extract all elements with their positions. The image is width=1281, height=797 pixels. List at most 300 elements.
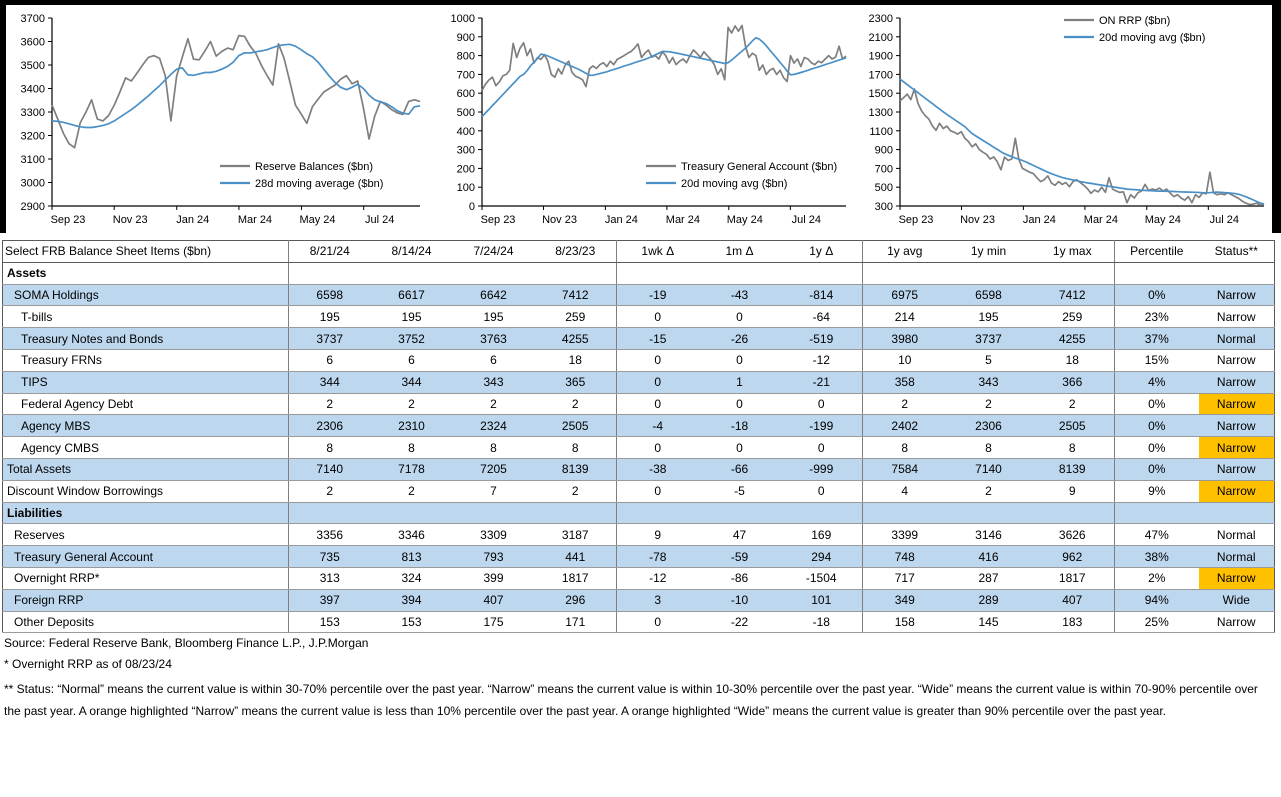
svg-text:Nov 23: Nov 23 [112,214,148,226]
value-cell: -5 [699,480,781,502]
value-cell: 3626 [1031,524,1115,546]
svg-text:May 24: May 24 [299,214,336,226]
value-cell: 153 [371,611,453,633]
status-cell: Narrow [1199,437,1275,459]
value-cell: 2 [371,480,453,502]
value-cell: 397 [289,589,371,611]
value-cell: 8 [863,437,947,459]
value-cell: 0 [617,371,699,393]
svg-text:Jul 24: Jul 24 [791,214,821,226]
value-cell: 344 [289,371,371,393]
value-cell: 0 [617,611,699,633]
status-footnote: ** Status: “Normal” means the current value is within 30-70% percentile over the past year. “Narrow” means the current value is within 10-30% percentile over the past year. “Wide” means the current value is within 70-90% percentile over the past year. A orange highlighted “Narrow” means the current value is less than 10% percentile over the past year. A orange highlighted “Wide” means the current value is greater than 90% percentile over the past year. [4,682,1258,718]
status-cell: Narrow [1199,349,1275,371]
value-cell: 8 [289,437,371,459]
value-cell: 813 [371,546,453,568]
value-cell: 2 [947,480,1031,502]
value-cell: 0% [1115,415,1199,437]
svg-text:300: 300 [874,201,893,213]
svg-text:Nov 23: Nov 23 [960,214,995,226]
value-cell: -78 [617,546,699,568]
value-cell: -21 [781,371,863,393]
value-cell: 324 [371,567,453,589]
value-cell: 5 [947,349,1031,371]
value-cell [1031,262,1115,284]
value-cell [781,262,863,284]
value-cell: 8 [1031,437,1115,459]
value-cell: 407 [1031,589,1115,611]
svg-text:Treasury General Account ($bn): Treasury General Account ($bn) [681,161,838,173]
value-cell: 0 [699,349,781,371]
value-cell: 6598 [289,284,371,306]
value-cell: 407 [453,589,535,611]
value-cell: 0 [781,437,863,459]
svg-text:Jan 24: Jan 24 [1022,214,1056,226]
value-cell: 2% [1115,567,1199,589]
svg-text:20d moving avg ($bn): 20d moving avg ($bn) [681,178,788,190]
value-cell: 8 [947,437,1031,459]
value-cell: -22 [699,611,781,633]
value-cell: 4% [1115,371,1199,393]
value-cell [947,502,1031,524]
value-cell: 2 [453,393,535,415]
value-cell [535,262,617,284]
svg-text:500: 500 [874,182,893,195]
value-cell [617,502,699,524]
row-label: Discount Window Borrowings [3,480,289,502]
value-cell [289,502,371,524]
value-cell: 3737 [289,328,371,350]
table-row [3,415,1275,437]
svg-text:28d moving average ($bn): 28d moving average ($bn) [255,178,384,190]
status-cell: Narrow [1199,393,1275,415]
value-cell: 0 [617,480,699,502]
value-cell: 3346 [371,524,453,546]
table-row [3,371,1275,393]
value-cell: 7412 [535,284,617,306]
value-cell: 7205 [453,458,535,480]
svg-text:400: 400 [456,125,475,138]
row-label: Treasury General Account [3,546,289,568]
value-cell: 4255 [1031,328,1115,350]
svg-text:700: 700 [456,69,475,82]
row-label: Reserves [3,524,289,546]
value-cell: 6 [453,349,535,371]
value-cell: 214 [863,306,947,328]
footer [4,636,1276,729]
value-cell: -12 [781,349,863,371]
value-cell: -999 [781,458,863,480]
value-cell: 7140 [947,458,1031,480]
status-cell: Normal [1199,524,1275,546]
value-cell [1115,502,1199,524]
table-title: Select FRB Balance Sheet Items ($bn) [3,241,289,263]
status-cell: Normal [1199,546,1275,568]
value-cell [1031,502,1115,524]
value-cell: -19 [617,284,699,306]
value-cell: 0 [699,306,781,328]
column-header: 1y avg [863,241,947,263]
value-cell: 2402 [863,415,947,437]
table-row [3,262,1275,284]
value-cell: 4255 [535,328,617,350]
value-cell [453,502,535,524]
value-cell: -15 [617,328,699,350]
column-header: Percentile [1115,241,1199,263]
svg-text:300: 300 [456,144,475,157]
value-cell [371,262,453,284]
svg-text:Jan 24: Jan 24 [604,214,638,226]
value-cell: 9% [1115,480,1199,502]
value-cell: 2306 [947,415,1031,437]
value-cell: 7178 [371,458,453,480]
status-cell: Narrow [1199,480,1275,502]
value-cell: 6 [371,349,453,371]
value-cell [617,262,699,284]
value-cell: 9 [1031,480,1115,502]
row-label: T-bills [3,306,289,328]
value-cell: 3980 [863,328,947,350]
value-cell [947,262,1031,284]
svg-text:700: 700 [874,163,893,176]
table-body [3,262,1275,633]
value-cell [289,262,371,284]
value-cell: 195 [289,306,371,328]
row-label: SOMA Holdings [3,284,289,306]
value-cell: 2 [535,480,617,502]
value-cell: 349 [863,589,947,611]
value-cell: 183 [1031,611,1115,633]
value-cell: 2 [289,480,371,502]
svg-text:3400: 3400 [20,83,45,96]
value-cell: 153 [289,611,371,633]
svg-text:3600: 3600 [20,36,45,49]
table-header-row [3,241,1275,263]
value-cell: 195 [947,306,1031,328]
column-header: Status** [1199,241,1275,263]
status-cell: Narrow [1199,284,1275,306]
value-cell: 3356 [289,524,371,546]
svg-text:Mar 24: Mar 24 [1083,214,1119,226]
value-cell: -10 [699,589,781,611]
row-label: Agency MBS [3,415,289,437]
svg-text:3300: 3300 [20,107,45,119]
table-row [3,437,1275,459]
value-cell: 8 [371,437,453,459]
value-cell: 416 [947,546,1031,568]
status-cell: Narrow [1199,306,1275,328]
value-cell: 2310 [371,415,453,437]
value-cell: 25% [1115,611,1199,633]
status-cell: Narrow [1199,567,1275,589]
table-row [3,611,1275,633]
value-cell: 0% [1115,284,1199,306]
treasury-general-account-chart [436,6,856,237]
svg-text:1700: 1700 [868,69,893,82]
value-cell: 289 [947,589,1031,611]
value-cell: 748 [863,546,947,568]
value-cell: 0% [1115,458,1199,480]
row-label: Treasury FRNs [3,349,289,371]
value-cell: -18 [781,611,863,633]
value-cell: -86 [699,567,781,589]
status-cell: Wide [1199,589,1275,611]
value-cell: 2 [535,393,617,415]
source-note: Source: Federal Reserve Bank, Bloomberg Finance L.P., J.P.Morgan [4,636,369,650]
value-cell: 10 [863,349,947,371]
value-cell: 3 [617,589,699,611]
value-cell: 343 [947,371,1031,393]
value-cell: 23% [1115,306,1199,328]
svg-text:Sep 23: Sep 23 [898,214,934,226]
svg-text:Sep 23: Sep 23 [480,214,516,226]
svg-text:Sep 23: Sep 23 [50,214,86,226]
value-cell: 7 [453,480,535,502]
value-cell: 2 [863,393,947,415]
value-cell: 735 [289,546,371,568]
value-cell [1115,262,1199,284]
value-cell: -64 [781,306,863,328]
value-cell: -199 [781,415,863,437]
value-cell: -43 [699,284,781,306]
value-cell: 0 [699,437,781,459]
value-cell: 343 [453,371,535,393]
svg-text:1300: 1300 [868,107,893,119]
value-cell: 0% [1115,393,1199,415]
value-cell: 2 [1031,393,1115,415]
value-cell: 3146 [947,524,1031,546]
column-header: 1m Δ [699,241,781,263]
row-label: Agency CMBS [3,437,289,459]
column-header: 1y Δ [781,241,863,263]
column-header: 8/23/23 [535,241,617,263]
table-row [3,306,1275,328]
svg-text:May 24: May 24 [1144,214,1181,226]
svg-text:3000: 3000 [20,177,45,190]
value-cell: 145 [947,611,1031,633]
value-cell: 0 [617,393,699,415]
balance-sheet-table [2,240,1275,633]
value-cell: 0 [617,349,699,371]
status-cell: Narrow [1199,611,1275,633]
value-cell: 259 [1031,306,1115,328]
svg-text:600: 600 [456,88,475,101]
svg-text:3100: 3100 [20,154,45,166]
value-cell: 8139 [1031,458,1115,480]
row-label: Foreign RRP [3,589,289,611]
value-cell [863,262,947,284]
value-cell: 3763 [453,328,535,350]
svg-text:500: 500 [456,107,475,119]
value-cell: 366 [1031,371,1115,393]
svg-text:Jul 24: Jul 24 [1209,214,1239,226]
value-cell: 18 [535,349,617,371]
table-row [3,328,1275,350]
value-cell: 7584 [863,458,947,480]
value-cell: -4 [617,415,699,437]
row-label: Total Assets [3,458,289,480]
status-cell: Normal [1199,328,1275,350]
row-label: Liabilities [3,502,289,524]
status-cell: Narrow [1199,415,1275,437]
svg-text:May 24: May 24 [726,214,763,226]
column-header: 7/24/24 [453,241,535,263]
status-cell: Narrow [1199,458,1275,480]
value-cell: 101 [781,589,863,611]
svg-text:1900: 1900 [868,50,893,63]
value-cell: 793 [453,546,535,568]
value-cell: 6 [289,349,371,371]
value-cell: 8 [453,437,535,459]
value-cell: 9 [617,524,699,546]
value-cell: 18 [1031,349,1115,371]
value-cell: 6617 [371,284,453,306]
tga-chart-svg [436,6,856,232]
value-cell: 287 [947,567,1031,589]
black-border-top [0,0,1281,5]
on-rrp-chart-svg [854,6,1274,232]
value-cell: 2324 [453,415,535,437]
value-cell: 358 [863,371,947,393]
value-cell: 4 [863,480,947,502]
svg-text:Jan 24: Jan 24 [176,214,210,226]
svg-text:200: 200 [456,163,475,176]
row-label: Assets [3,262,289,284]
value-cell: 0 [781,480,863,502]
table-row [3,393,1275,415]
svg-text:800: 800 [456,50,475,63]
table-row [3,546,1275,568]
column-header: 1y max [1031,241,1115,263]
svg-text:20d moving avg ($bn): 20d moving avg ($bn) [1099,32,1206,44]
value-cell: 94% [1115,589,1199,611]
value-cell [699,262,781,284]
value-cell: 0 [781,393,863,415]
svg-text:3500: 3500 [20,60,45,72]
value-cell: 394 [371,589,453,611]
value-cell: 1 [699,371,781,393]
value-cell: 2306 [289,415,371,437]
svg-text:Nov 23: Nov 23 [542,214,577,226]
value-cell: -66 [699,458,781,480]
row-label: Treasury Notes and Bonds [3,328,289,350]
value-cell: 158 [863,611,947,633]
svg-text:Mar 24: Mar 24 [237,214,273,226]
value-cell: 2 [289,393,371,415]
column-header: 1y min [947,241,1031,263]
column-header: 8/14/24 [371,241,453,263]
on-rrp-chart [854,6,1274,237]
row-label: Other Deposits [3,611,289,633]
value-cell [863,502,947,524]
value-cell [535,502,617,524]
svg-text:2300: 2300 [868,13,893,25]
value-cell: -59 [699,546,781,568]
row-label: Federal Agency Debt [3,393,289,415]
value-cell [699,502,781,524]
value-cell: 717 [863,567,947,589]
value-cell: 47% [1115,524,1199,546]
reserve-balances-chart [6,6,430,237]
svg-text:ON RRP ($bn): ON RRP ($bn) [1099,15,1171,27]
svg-text:Reserve Balances ($bn): Reserve Balances ($bn) [255,161,374,173]
value-cell: 6642 [453,284,535,306]
svg-text:Mar 24: Mar 24 [665,214,701,226]
value-cell: 2 [371,393,453,415]
value-cell: -38 [617,458,699,480]
svg-text:Jul 24: Jul 24 [365,214,395,226]
value-cell: 0% [1115,437,1199,459]
value-cell: -814 [781,284,863,306]
value-cell: -18 [699,415,781,437]
value-cell: 3309 [453,524,535,546]
svg-text:900: 900 [456,31,475,44]
value-cell: 8139 [535,458,617,480]
table-row [3,589,1275,611]
value-cell [453,262,535,284]
value-cell: 175 [453,611,535,633]
value-cell: 195 [453,306,535,328]
value-cell: 3737 [947,328,1031,350]
row-label: Overnight RRP* [3,567,289,589]
value-cell: 3187 [535,524,617,546]
value-cell: 15% [1115,349,1199,371]
value-cell: 3399 [863,524,947,546]
value-cell: 6598 [947,284,1031,306]
value-cell: 0 [699,393,781,415]
value-cell: 962 [1031,546,1115,568]
table-row [3,284,1275,306]
value-cell: 169 [781,524,863,546]
table-row [3,567,1275,589]
svg-text:900: 900 [874,144,893,157]
value-cell: 441 [535,546,617,568]
svg-text:3200: 3200 [20,130,45,143]
value-cell: 47 [699,524,781,546]
value-cell: 7140 [289,458,371,480]
table-row [3,458,1275,480]
value-cell: 38% [1115,546,1199,568]
table-row [3,349,1275,371]
value-cell: -519 [781,328,863,350]
value-cell: 195 [371,306,453,328]
value-cell: 8 [535,437,617,459]
value-cell: 294 [781,546,863,568]
table-row [3,502,1275,524]
value-cell [371,502,453,524]
value-cell: -1504 [781,567,863,589]
value-cell: 3752 [371,328,453,350]
svg-text:1000: 1000 [450,13,475,25]
column-header: 8/21/24 [289,241,371,263]
table-row [3,480,1275,502]
column-header: 1wk Δ [617,241,699,263]
value-cell: 7412 [1031,284,1115,306]
svg-text:100: 100 [456,182,475,195]
value-cell: 37% [1115,328,1199,350]
value-cell: 2505 [535,415,617,437]
svg-text:0: 0 [468,201,475,213]
svg-text:1500: 1500 [868,88,893,101]
value-cell: 1817 [1031,567,1115,589]
overnight-rrp-footnote: * Overnight RRP as of 08/23/24 [4,657,172,671]
table-row [3,524,1275,546]
value-cell: -12 [617,567,699,589]
value-cell: 0 [617,437,699,459]
value-cell: 2505 [1031,415,1115,437]
value-cell: -26 [699,328,781,350]
svg-text:3700: 3700 [20,13,45,25]
